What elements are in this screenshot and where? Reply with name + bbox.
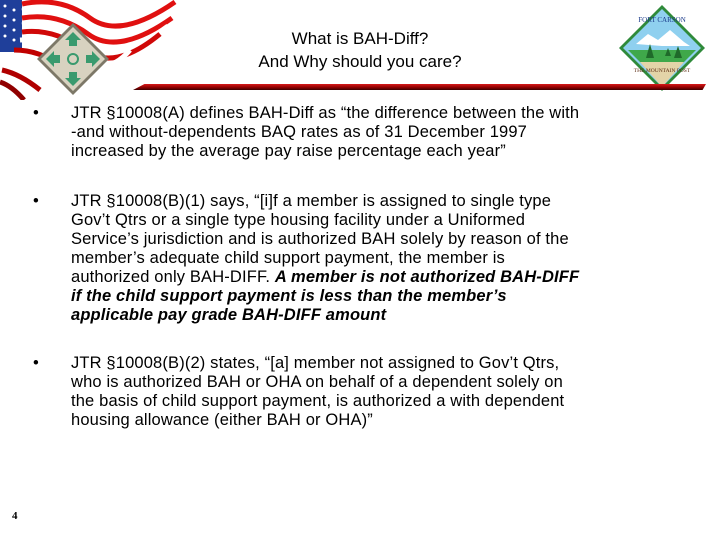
bullet-text-line: who is authorized BAH or OHA on behalf of a dependent solely on <box>71 373 563 391</box>
bullet-text-line: Gov’t Qtrs or a single type housing facility under a Uniformed <box>71 211 526 229</box>
title-line-2: And Why should you care? <box>258 52 462 71</box>
fort-carson-logo-icon <box>618 4 706 92</box>
bullet-dot: • <box>33 192 39 210</box>
fort-carson-text: FORT CARSON <box>638 16 686 24</box>
bullet-text: authorized only BAH-DIFF. <box>71 268 275 286</box>
slide-title <box>200 27 520 73</box>
bullet-text-line: increased by the average pay raise percentage each year” <box>71 142 506 160</box>
bullet-text-line: JTR §10008(A) defines BAH-Diff as “the difference between the with <box>71 104 580 122</box>
bullet-dot: • <box>33 104 39 122</box>
bullet-text-line: JTR §10008(B)(1) says, “[i]f a member is assigned to single type <box>71 192 552 210</box>
bullet-text-line: housing allowance (either BAH or OHA)” <box>71 411 373 429</box>
mountain-post-text: THE MOUNTAIN POST <box>633 68 691 74</box>
bullet-jtr-10008b1 <box>30 192 579 325</box>
title-divider <box>133 84 706 90</box>
emphasis-text-line: if the child support payment is less than the member’s <box>71 287 507 305</box>
title-line-1: What is BAH-Diff? <box>291 29 429 48</box>
page-number: 4 <box>12 510 18 522</box>
bullet-text-line-mixed <box>71 268 579 287</box>
emphasis-text: A member is not authorized BAH-DIFF <box>274 268 580 286</box>
ivy-division-insignia-icon <box>36 22 110 96</box>
bullet-text-line: JTR §10008(B)(2) states, “[a] member not assigned to Gov’t Qtrs, <box>71 354 560 372</box>
bullet-jtr-10008b2 <box>30 354 564 430</box>
bullet-jtr-10008a <box>30 104 579 161</box>
bullet-text-line: -and without-dependents BAQ rates as of 31 December 1997 <box>71 123 528 141</box>
emphasis-text-line: applicable pay grade BAH-DIFF amount <box>71 306 387 324</box>
bullet-text-line: Service’s jurisdiction and is authorized BAH solely by reason of the <box>71 230 569 248</box>
bullet-text-line: member’s adequate child support payment, the member is <box>71 249 505 267</box>
bullet-text-line: the basis of child support payment, is authorized a with dependent <box>71 392 565 410</box>
bullet-dot: • <box>33 354 39 372</box>
